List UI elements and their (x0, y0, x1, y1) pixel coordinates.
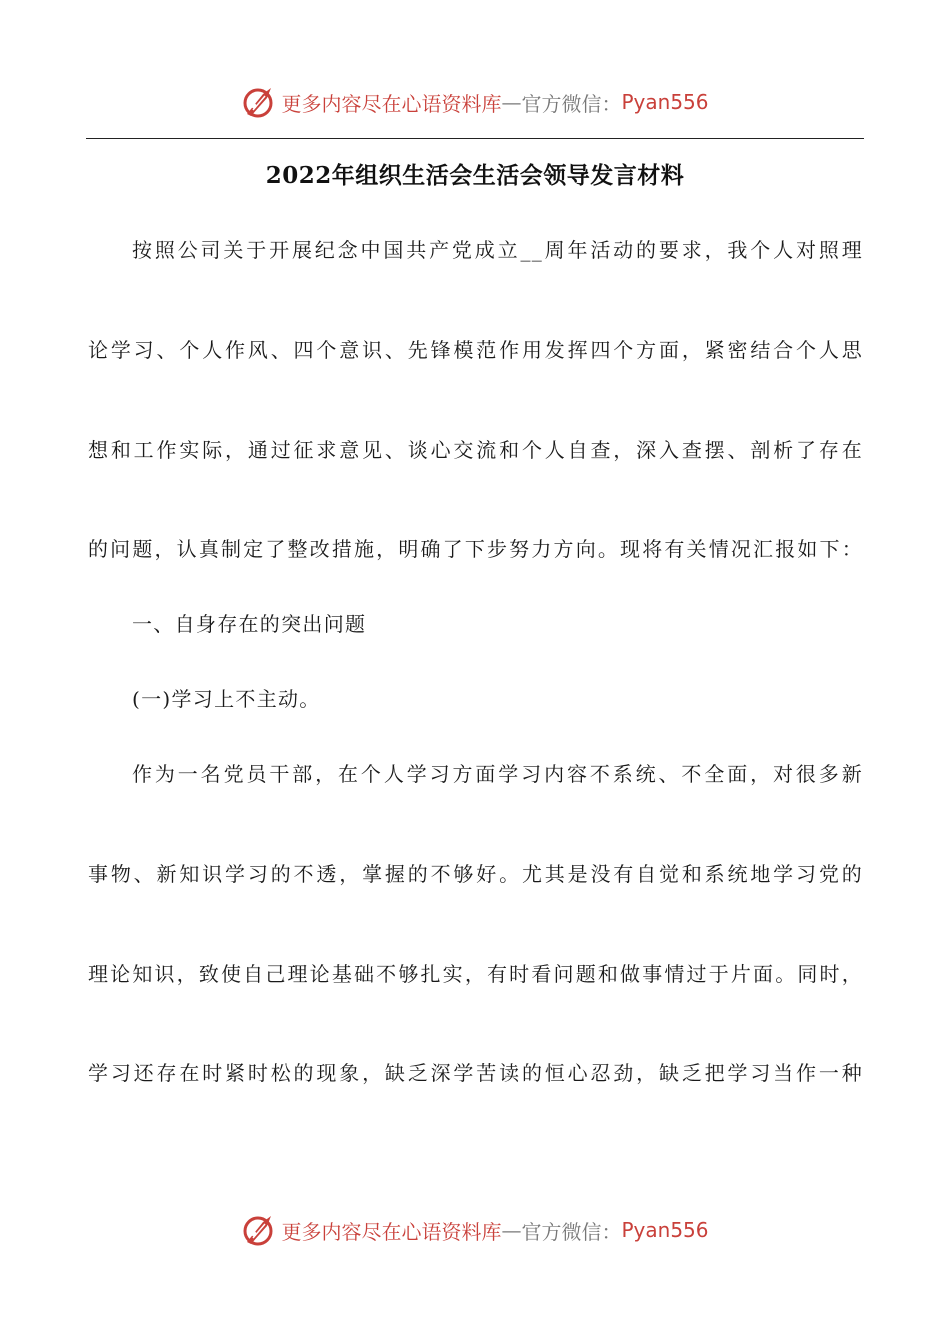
header-divider (86, 138, 864, 139)
footer-watermark (0, 1212, 950, 1248)
body-line: 的问题，认真制定了整改措施，明确了下步努力方向。现将有关情况汇报如下： (88, 537, 863, 561)
document-title: 2022年组织生活会生活会领导发言材料 (265, 162, 685, 189)
watermark-wechat-id: Pyan556 (621, 90, 709, 114)
watermark-main-text: 更多内容尽在心语资料库 (281, 91, 502, 116)
body-line: 按照公司关于开展纪念中国共产党成立__周年活动的要求，我个人对照理 (132, 238, 863, 262)
body-line: 作为一名党员干部，在个人学习方面学习内容不系统、不全面，对很多新 (132, 762, 863, 786)
body-line: 想和工作实际，通过征求意见、谈心交流和个人自查，深入查摆、剖析了存在 (88, 438, 863, 462)
body-line: 理论知识，致使自己理论基础不够扎实，有时看问题和做事情过于片面。同时， (88, 962, 863, 986)
body-line: 论学习、个人作风、四个意识、先锋模范作用发挥四个方面，紧密结合个人思 (88, 338, 863, 362)
subsection-heading: (一)学习上不主动。 (132, 687, 321, 711)
pen-nib-logo-icon (241, 1212, 277, 1248)
section-heading: 一、自身存在的突出问题 (132, 612, 367, 636)
body-line: 事物、新知识学习的不透，掌握的不够好。尤其是没有自觉和系统地学习党的 (88, 862, 863, 886)
watermark-sub-text: 官方微信： (521, 1219, 622, 1244)
header-watermark (0, 84, 950, 120)
body-line: 学习还存在时紧时松的现象，缺乏深学苦读的恒心忍劲，缺乏把学习当作一种 (88, 1061, 863, 1085)
watermark-dash: — (501, 1218, 522, 1242)
watermark-sub-text: 官方微信： (521, 91, 622, 116)
watermark-wechat-id: Pyan556 (621, 1218, 709, 1242)
watermark-main-text: 更多内容尽在心语资料库 (281, 1219, 502, 1244)
pen-nib-logo-icon (241, 84, 277, 120)
watermark-dash: — (501, 90, 522, 114)
